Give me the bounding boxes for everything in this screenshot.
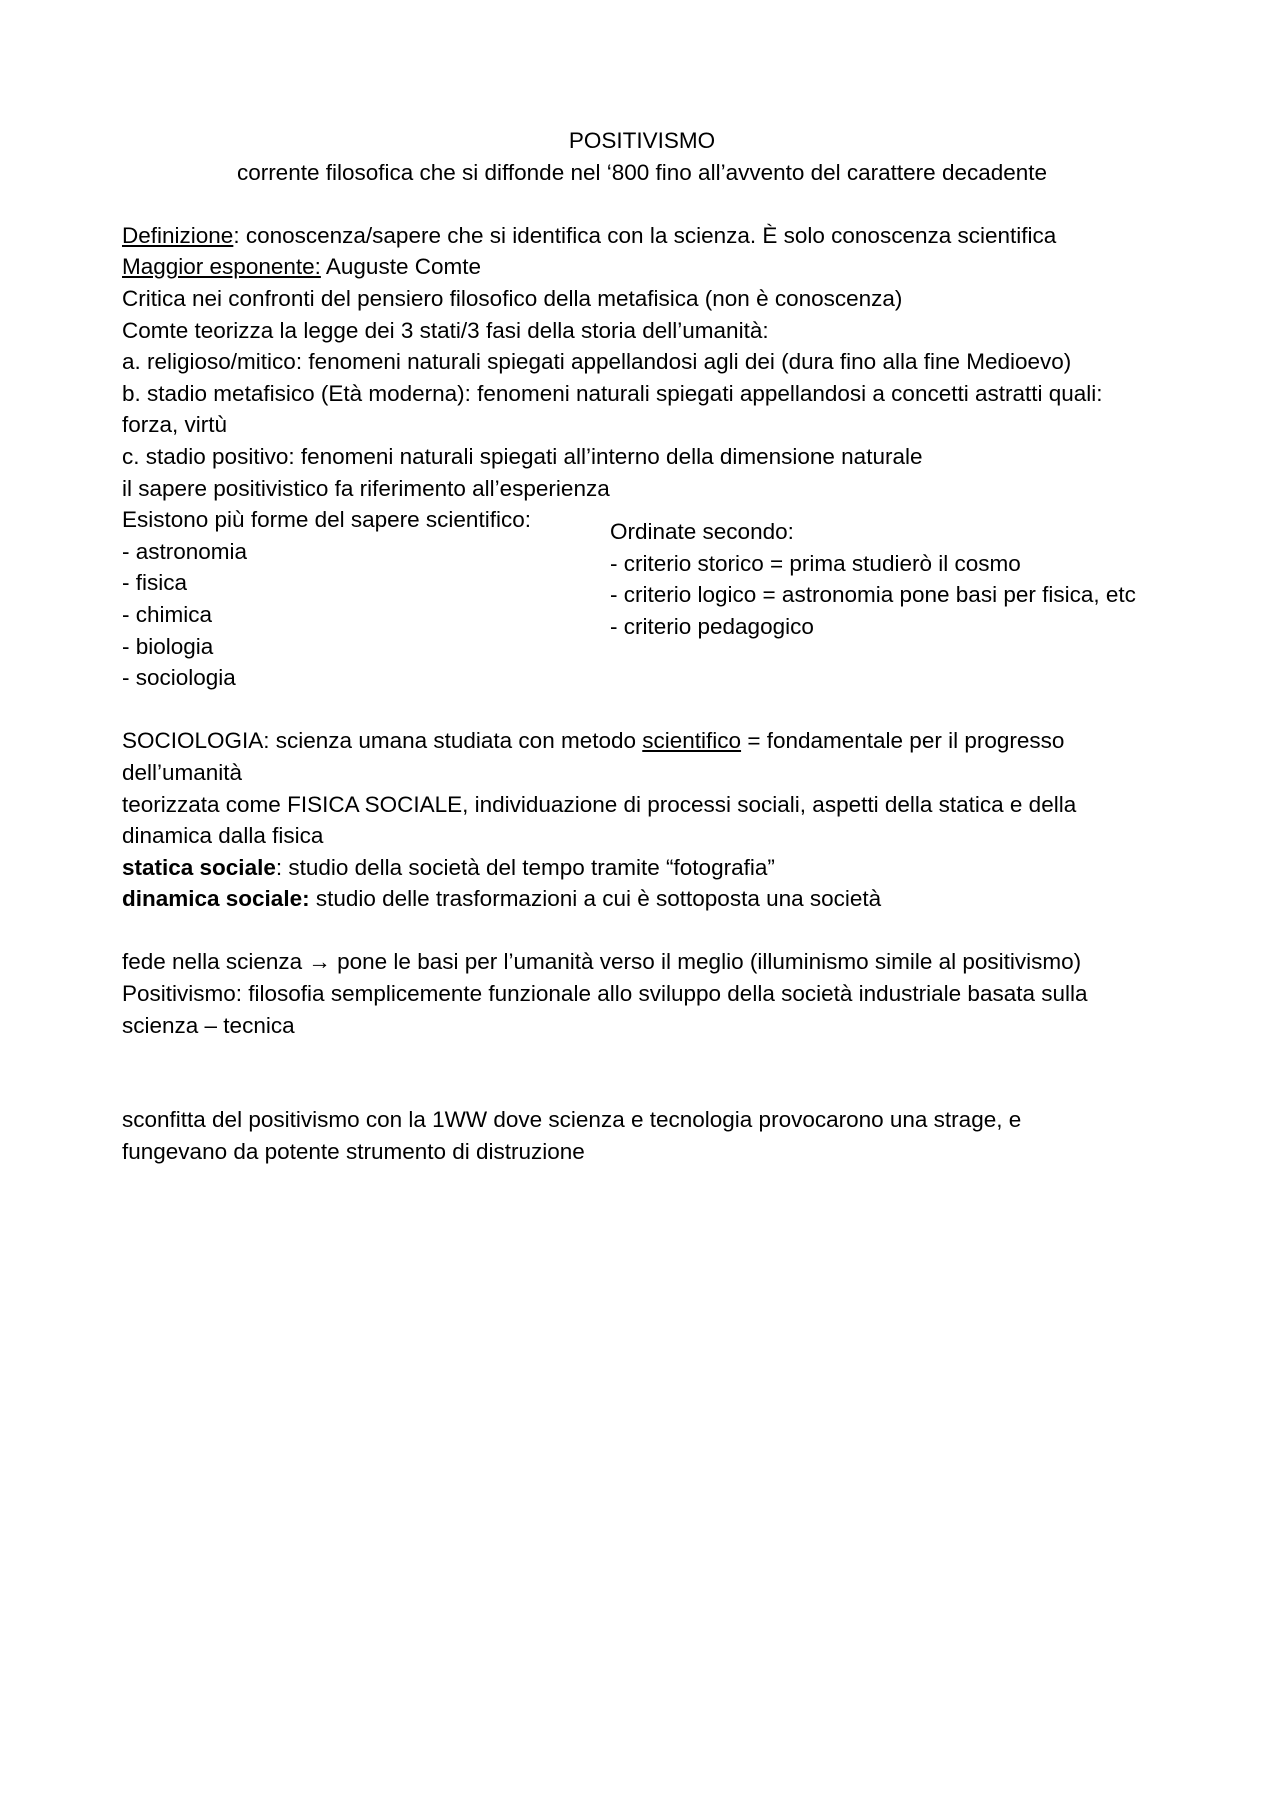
blank-line xyxy=(122,915,1182,947)
sociologia-line-3: teorizzata come FISICA SOCIALE, individuazione di processi sociali, aspetti della statica e della xyxy=(122,791,1077,817)
forme-ordine-section xyxy=(122,504,1182,694)
critica-line: Critica nei confronti del pensiero filosofico della metafisica (non è conoscenza) xyxy=(122,285,903,311)
definizione-label: Definizione xyxy=(122,222,234,248)
document-body xyxy=(122,125,1182,1168)
esponente-text: Auguste Comte xyxy=(320,254,481,280)
funzionale-line-2: scienza – tecnica xyxy=(122,1012,295,1038)
sociologia-line-2: dell’umanità xyxy=(122,759,243,785)
stadio-c-line: c. stadio positivo: fenomeni naturali spiegati all’interno della dimensione naturale xyxy=(122,443,923,469)
sociologia-post: = fondamentale per il progresso xyxy=(741,728,1065,754)
sociologia-line xyxy=(122,725,1182,757)
esponente-label: Maggior esponente: xyxy=(122,254,321,280)
sconfitta-line-2: fungevano da potente strumento di distruzione xyxy=(122,1139,585,1165)
ordine-heading: Ordinate secondo: xyxy=(610,519,794,545)
sconfitta-line: sconfitta del positivismo con la 1WW dove scienza e tecnologia provocarono una strage, e xyxy=(122,1107,1022,1133)
ordine-list xyxy=(610,516,1136,642)
statica-line xyxy=(122,852,1182,884)
blank-line xyxy=(122,694,1182,726)
statica-text: : studio della società del tempo tramite “fotografia” xyxy=(275,854,775,880)
forme-heading: Esistono più forme del sapere scientifico: xyxy=(122,507,531,533)
blank-line xyxy=(122,1041,1182,1073)
esperienza-line: il sapere positivistico fa riferimento all’esperienza xyxy=(122,475,610,501)
sociologia-pre: SOCIOLOGIA: scienza umana studiata con metodo xyxy=(122,728,643,754)
forme-list xyxy=(122,504,531,694)
list-item: - fisica xyxy=(122,570,188,596)
definizione-text: : conoscenza/sapere che si identifica con la scienza. È solo conoscenza scientifica xyxy=(233,222,1057,248)
list-item: - astronomia xyxy=(122,538,248,564)
list-item: - sociologia xyxy=(122,665,236,691)
list-item: - biologia xyxy=(122,633,214,659)
stadio-b-continuation: forza, virtù xyxy=(122,412,228,438)
list-item: - chimica xyxy=(122,601,213,627)
sociologia-line-4: dinamica dalla fisica xyxy=(122,823,324,849)
definizione-line xyxy=(122,220,1182,252)
dinamica-line xyxy=(122,883,1182,915)
legge-line: Comte teorizza la legge dei 3 stati/3 fasi della storia dell’umanità: xyxy=(122,317,769,343)
blank-line xyxy=(122,1073,1182,1105)
dinamica-text: studio delle trasformazioni a cui è sottoposta una società xyxy=(309,886,882,912)
list-item: - criterio logico = astronomia pone basi per fisica, etc xyxy=(610,582,1136,608)
statica-label: statica sociale xyxy=(122,854,276,880)
fede-line: fede nella scienza → pone le basi per l’umanità verso il meglio (illuminismo simile al positivismo) xyxy=(122,949,1082,975)
list-item: - criterio pedagogico xyxy=(610,613,814,639)
document-subtitle: corrente filosofica che si diffonde nel ‘800 fino all’avvento del carattere decadente xyxy=(236,159,1048,185)
dinamica-label: dinamica sociale: xyxy=(122,886,310,912)
document-title: POSITIVISMO xyxy=(568,128,716,153)
list-item: - criterio storico = prima studierò il cosmo xyxy=(610,550,1021,576)
sociologia-underlined: scientifico xyxy=(642,728,742,754)
stadio-a-line: a. religioso/mitico: fenomeni naturali spiegati appellandosi agli dei (dura fino alla fine Medioevo) xyxy=(122,349,1072,375)
blank-line xyxy=(122,188,1182,220)
funzionale-line: Positivismo: filosofia semplicemente funzionale allo sviluppo della società industriale basata sulla xyxy=(122,981,1088,1007)
stadio-b-line: b. stadio metafisico (Età moderna): fenomeni naturali spiegati appellandosi a concetti astratti quali: xyxy=(122,380,1103,406)
esponente-line xyxy=(122,251,1182,283)
